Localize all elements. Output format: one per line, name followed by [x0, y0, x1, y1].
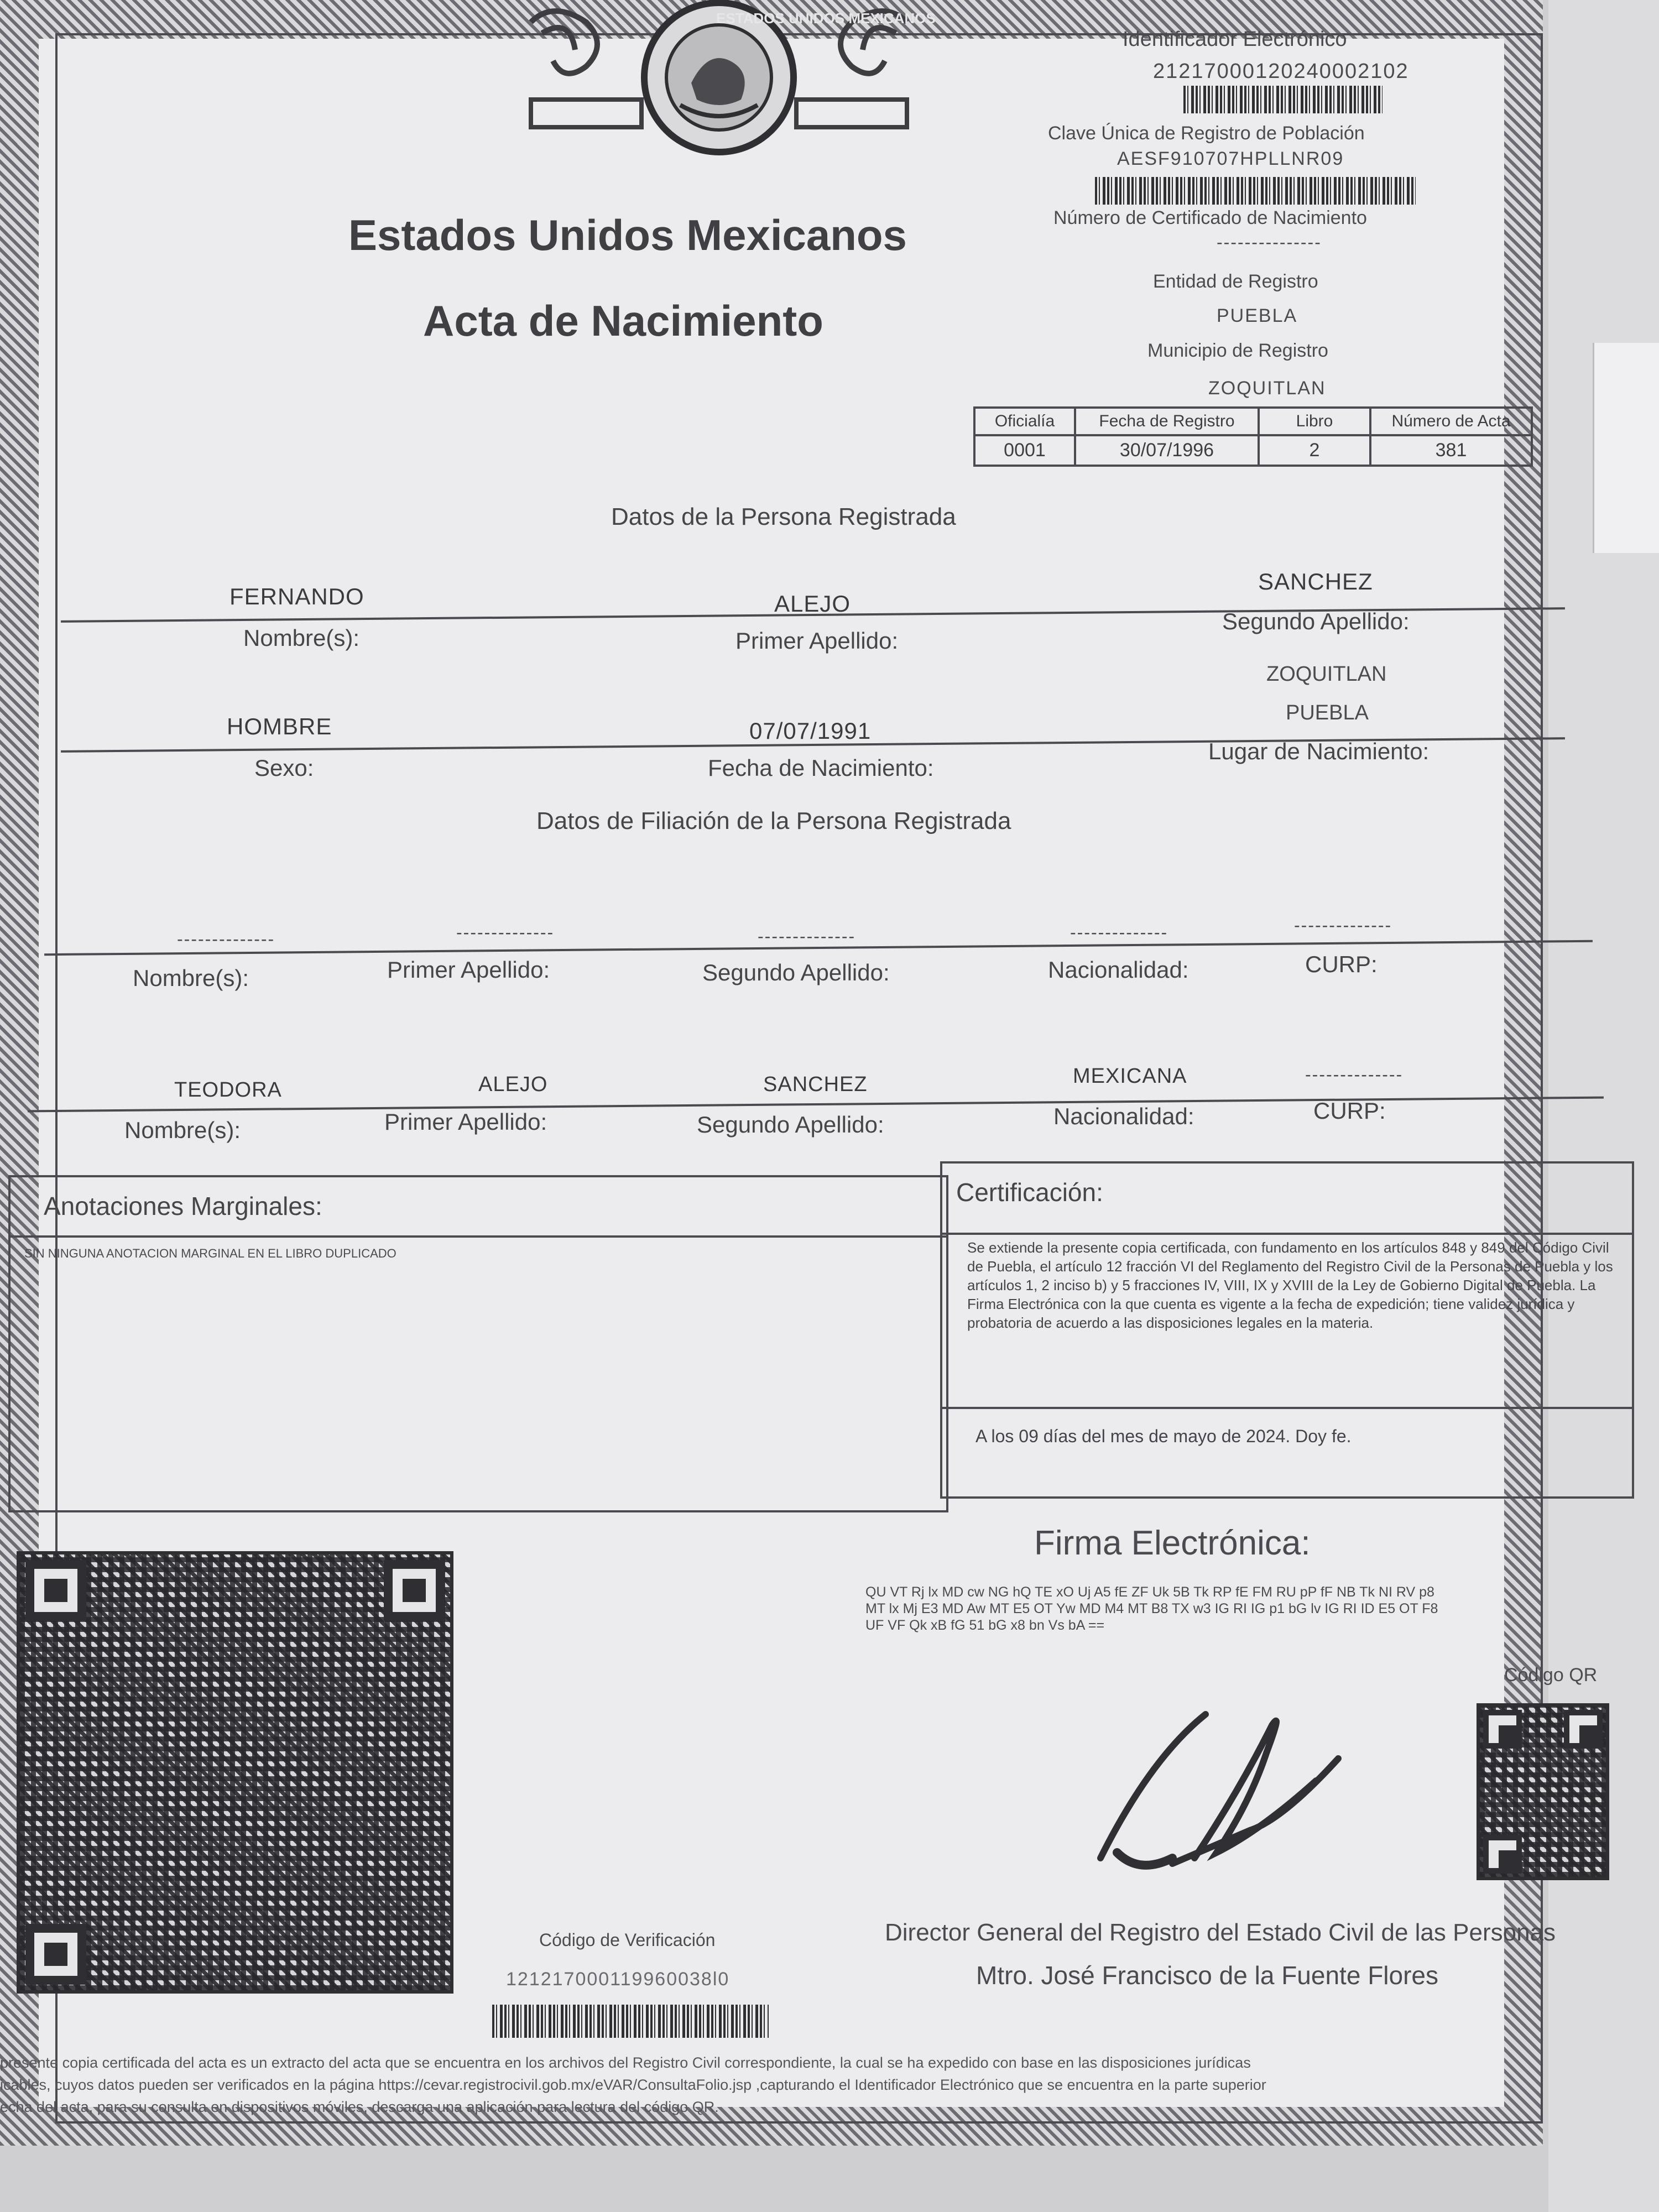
madre-segundo-apellido-label: Segundo Apellido:	[697, 1112, 884, 1138]
registro-value-libro: 2	[1259, 435, 1370, 466]
director-name: Mtro. José Francisco de la Fuente Flores	[976, 1961, 1438, 1990]
filiacion-section-title: Datos de Filiación de la Persona Registrada	[536, 807, 1011, 834]
small-qr-finder-top-right	[1564, 1710, 1603, 1749]
registro-table	[973, 406, 1533, 467]
persona-nombre-label: Nombre(s):	[243, 625, 360, 651]
director-title: Director General del Registro del Estado Civil de las Personas	[885, 1919, 1556, 1946]
registro-header-fecha: Fecha de Registro	[1075, 408, 1259, 435]
persona-segundo-apellido-label: Segundo Apellido:	[1222, 608, 1410, 634]
qr-finder-bottom-left	[25, 1924, 86, 1985]
persona-segundo-apellido-value: SANCHEZ	[1258, 568, 1373, 594]
firma-qr-code	[1477, 1703, 1609, 1880]
verificacion-barcode	[492, 2005, 769, 2038]
entidad-label: Entidad de Registro	[1153, 271, 1318, 292]
registro-table-header-row	[974, 408, 1532, 435]
firma-title: Firma Electrónica:	[1034, 1524, 1311, 1562]
padre-curp-value: --------------	[1294, 915, 1392, 935]
madre-segundo-apellido-value: SANCHEZ	[763, 1073, 868, 1096]
registro-header-numero-acta: Número de Acta	[1370, 408, 1532, 435]
qr-finder-top-left	[25, 1560, 86, 1621]
anotaciones-divider	[11, 1235, 946, 1238]
curp-value: AESF910707HPLLNR09	[1117, 148, 1344, 169]
registro-value-oficialia: 0001	[974, 435, 1075, 466]
qr-label: Código QR	[1504, 1665, 1598, 1686]
registro-value-fecha: 30/07/1996	[1075, 435, 1259, 466]
entidad-value: PUEBLA	[1217, 305, 1298, 326]
persona-lugar-entidad: PUEBLA	[1286, 701, 1369, 724]
certificacion-text: Se extiende la presente copia certificada, con fundamento en los artículos 848 y 849 del Código Civil de Puebla, el artículo 12 fracción VI del Reglamento del Registro Civil de la Personas de Puebla y los artículos 1, 2 inciso b) y 5 fracciones IV, VIII, IX y XVIII de la Ley de Gobierno Digital de Puebla. La Firma Electrónica con la que cuenta es vigente a la fecha de expedición; tiene validez jurídica y probatoria de acuerdo a las disposiciones legales en la materia.	[967, 1239, 1613, 1331]
footer-line-1: presente copia certificada del acta es un extracto del acta que se encuentra en los archivos del Registro Civil correspondiente, la cual se ha expedido con base en las disposiciones jurídicas	[0, 2054, 1251, 2071]
registro-table-value-row	[974, 435, 1532, 466]
anotaciones-title: Anotaciones Marginales:	[44, 1192, 322, 1220]
padre-primer-apellido-label: Primer Apellido:	[387, 957, 550, 983]
curp-label: Clave Única de Registro de Población	[1048, 123, 1365, 144]
persona-fecha-label: Fecha de Nacimiento:	[708, 755, 934, 781]
madre-primer-apellido-value: ALEJO	[478, 1073, 548, 1096]
verification-qr-code	[17, 1551, 453, 1994]
persona-primer-apellido-value: ALEJO	[774, 591, 851, 617]
qr-finder-top-right	[384, 1560, 445, 1621]
identificador-barcode	[1183, 86, 1383, 113]
anotaciones-text: SIN NINGUNA ANOTACION MARGINAL EN EL LIBRO DUPLICADO	[24, 1246, 397, 1260]
firma-hash-line-3: UF VF Qk xB fG 51 bG x8 bn Vs bA ==	[865, 1618, 1105, 1633]
madre-nombre-label: Nombre(s):	[124, 1117, 241, 1143]
padre-nacionalidad-label: Nacionalidad:	[1048, 957, 1189, 983]
registro-value-numero-acta: 381	[1370, 435, 1532, 466]
madre-curp-label: CURP:	[1313, 1098, 1386, 1124]
persona-fecha-value: 07/07/1991	[749, 718, 872, 744]
seal-text: ESTADOS UNIDOS MEXICANOS	[716, 10, 936, 27]
padre-nacionalidad-value: --------------	[1070, 922, 1168, 942]
persona-section-title: Datos de la Persona Registrada	[611, 503, 956, 530]
certificacion-divider-bottom	[942, 1407, 1632, 1409]
padre-nombre-value: --------------	[177, 929, 275, 949]
country-title: Estados Unidos Mexicanos	[348, 211, 907, 259]
persona-lugar-label: Lugar de Nacimiento:	[1208, 738, 1430, 764]
madre-primer-apellido-label: Primer Apellido:	[384, 1109, 547, 1135]
municipio-value: ZOQUITLAN	[1208, 378, 1326, 399]
footer-line-3: echa del acta, para su consulta en dispositivos móviles, descarga una aplicación para lectura del código QR.	[0, 2099, 719, 2115]
padre-segundo-apellido-value: --------------	[758, 926, 856, 946]
padre-primer-apellido-value: --------------	[456, 922, 555, 942]
background-surface	[1548, 0, 1659, 2212]
certificado-label: Número de Certificado de Nacimiento	[1053, 207, 1367, 228]
verificacion-label: Código de Verificación	[539, 1930, 716, 1950]
padre-nombre-label: Nombre(s):	[133, 965, 249, 991]
padre-curp-label: CURP:	[1305, 951, 1378, 977]
certificacion-fecha: A los 09 días del mes de mayo de 2024. Doy fe.	[975, 1426, 1352, 1446]
anotaciones-box	[8, 1175, 948, 1512]
persona-nombre-value: FERNANDO	[229, 583, 364, 609]
curp-barcode	[1095, 177, 1416, 205]
persona-primer-apellido-label: Primer Apellido:	[735, 628, 899, 654]
madre-curp-value: --------------	[1305, 1065, 1404, 1084]
madre-nacionalidad-label: Nacionalidad:	[1053, 1103, 1194, 1129]
certificado-value: ---------------	[1217, 232, 1322, 252]
registro-header-oficialia: Oficialía	[974, 408, 1075, 435]
certificacion-box	[940, 1161, 1634, 1499]
municipio-label: Municipio de Registro	[1147, 340, 1328, 361]
director-signature	[1084, 1692, 1360, 1880]
background-paper-sheet	[1593, 343, 1659, 553]
certificacion-title: Certificación:	[956, 1178, 1103, 1207]
persona-sexo-value: HOMBRE	[227, 713, 332, 739]
madre-nacionalidad-value: MEXICANA	[1073, 1065, 1187, 1088]
persona-sexo-label: Sexo:	[254, 755, 314, 781]
firma-hash-line-1: QU VT Rj lx MD cw NG hQ TE xO Uj A5 fE ZF Uk 5B Tk RP fE FM RU pP fF NB Tk NI RV p8	[865, 1584, 1434, 1600]
identificador-value: 21217000120240002102	[1153, 60, 1409, 83]
persona-lugar-municipio: ZOQUITLAN	[1266, 662, 1387, 686]
small-qr-finder-bottom-left	[1483, 1835, 1522, 1874]
identificador-label: Identificador Electrónico	[1123, 28, 1347, 51]
registro-header-libro: Libro	[1259, 408, 1370, 435]
madre-nombre-value: TEODORA	[174, 1078, 282, 1102]
verificacion-value: 121217000119960038l0	[506, 1969, 730, 1990]
firma-hash-line-2: MT lx Mj E3 MD Aw MT E5 OT Yw MD M4 MT B8 TX w3 IG RI IG p1 bG lv IG RI ID E5 OT F8	[865, 1601, 1438, 1616]
small-qr-finder-top-left	[1483, 1710, 1522, 1749]
padre-segundo-apellido-label: Segundo Apellido:	[702, 959, 890, 985]
document-title: Acta de Nacimiento	[423, 296, 823, 345]
footer-line-2: icables, cuyos datos pueden ser verificados en la página https://cevar.registrocivil.gob.mx/eVAR/ConsultaFolio.jsp ,capturando el Identificador Electrónico que se encuentra en la parte superior	[0, 2077, 1266, 2093]
certificacion-divider-top	[942, 1233, 1632, 1235]
